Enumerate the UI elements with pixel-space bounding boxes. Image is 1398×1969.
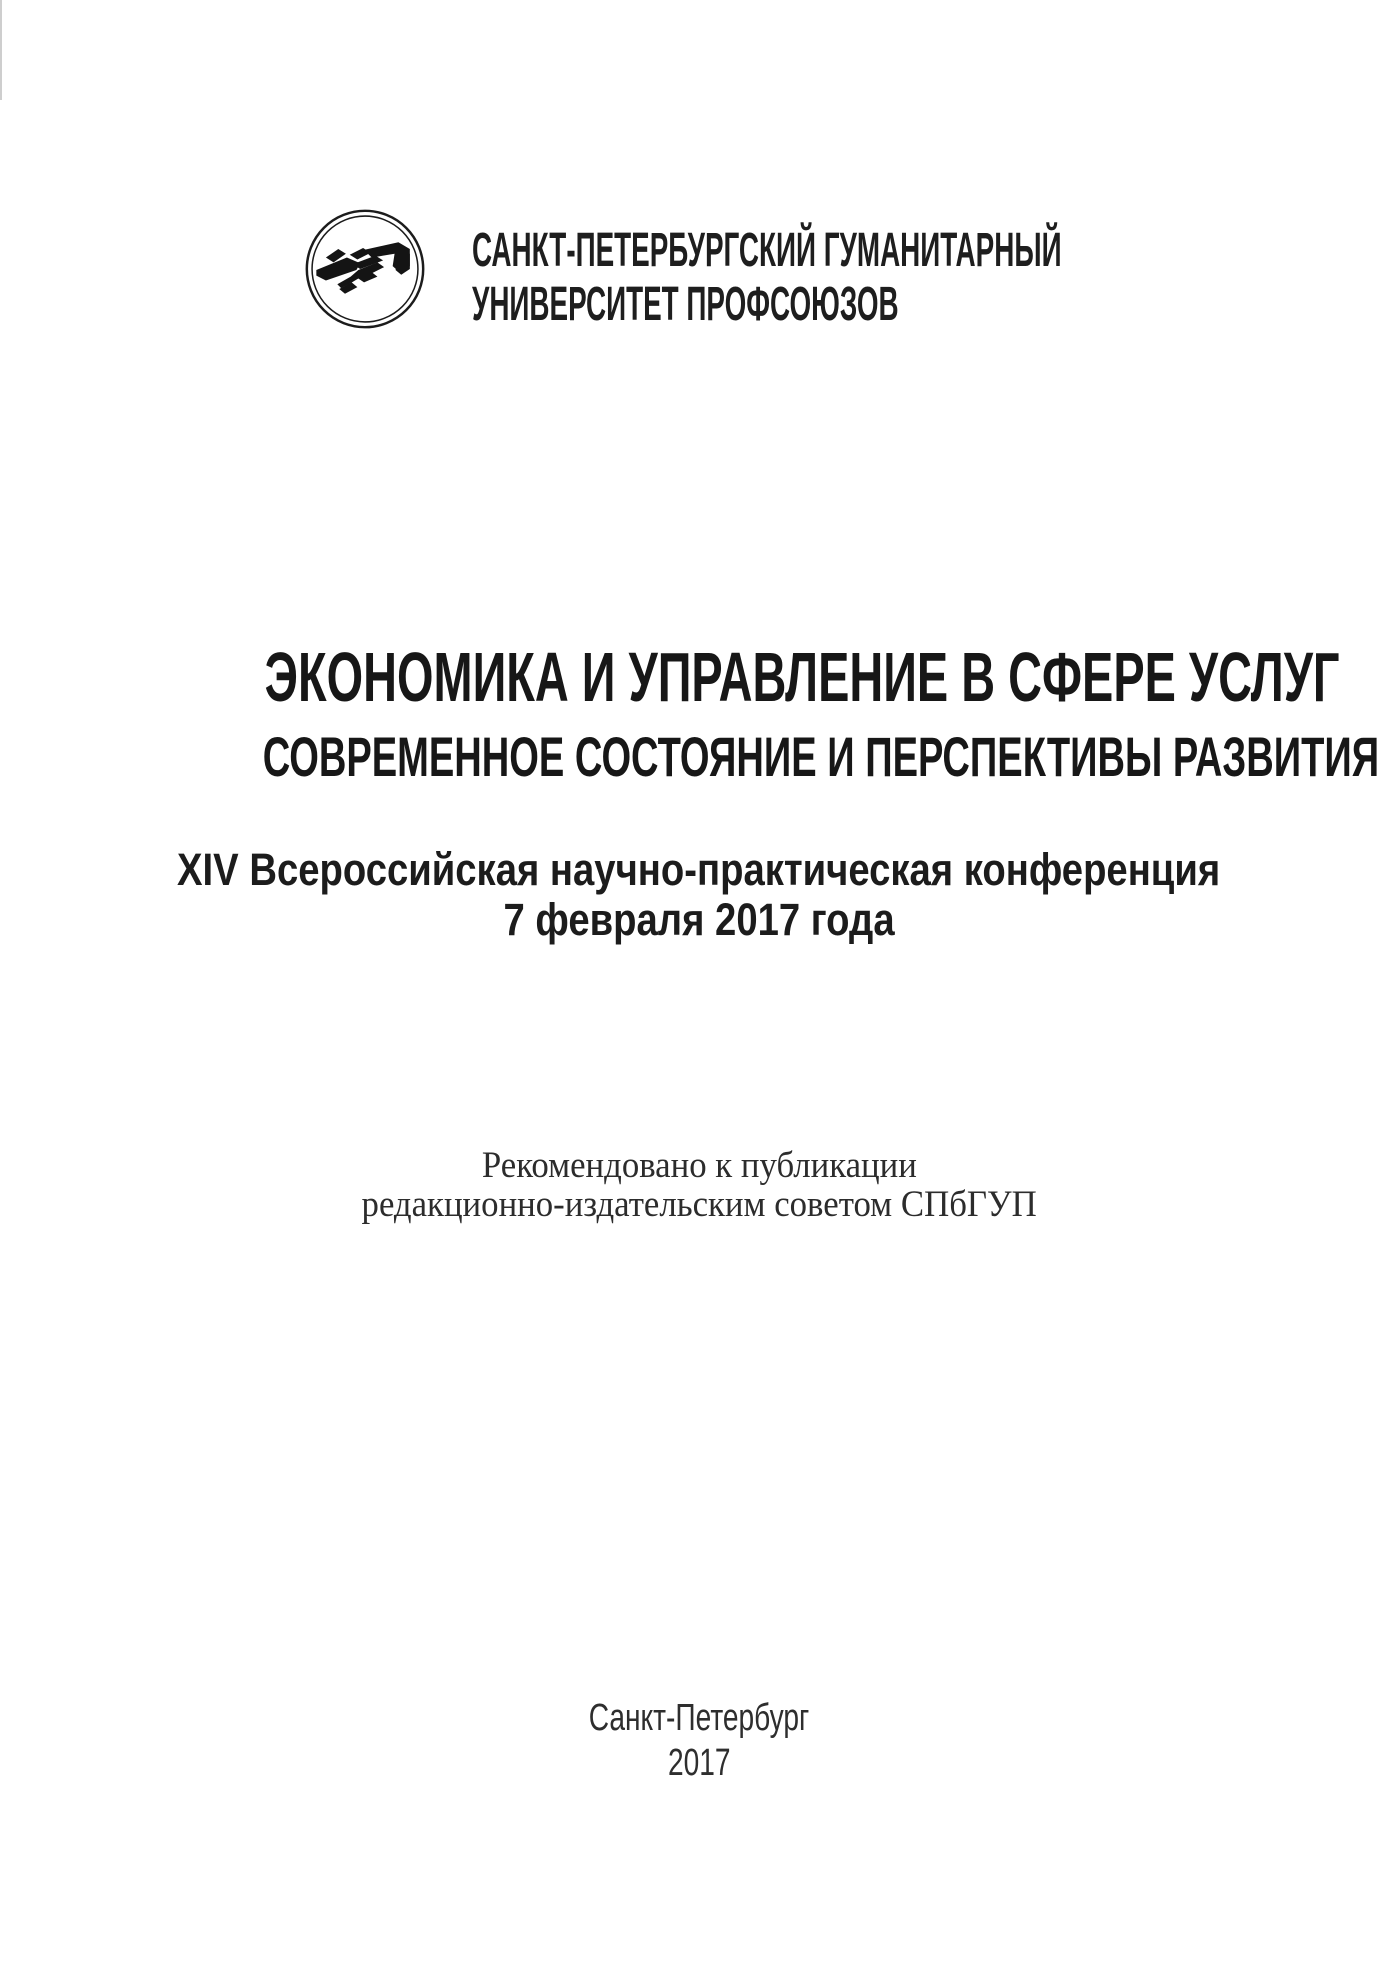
university-name-line1: САНКТ-ПЕТЕРБУРГСКИЙ ГУМАНИТАРНЫЙ: [472, 224, 1062, 277]
university-name-line2: УНИВЕРСИТЕТ ПРОФСОЮЗОВ: [472, 278, 899, 331]
conference-date: 7 февраля 2017 года: [503, 894, 895, 945]
imprint-city: Санкт-Петербург: [588, 1697, 810, 1739]
spbgup-emblem-icon: [303, 207, 427, 331]
page-subtitle: СОВРЕМЕННОЕ СОСТОЯНИЕ И ПЕРСПЕКТИВЫ РАЗВИТИЯ: [262, 725, 1380, 788]
recommendation-line1: Рекомендовано к публикации: [481, 1145, 917, 1186]
conference-name: XIV Всероссийская научно-практическая конференция: [177, 844, 1221, 895]
imprint-year: 2017: [667, 1742, 731, 1784]
university-logo: [303, 207, 427, 331]
page-title: ЭКОНОМИКА И УПРАВЛЕНИЕ В СФЕРЕ УСЛУГ: [264, 638, 1340, 716]
scan-edge-artifact: [0, 0, 2, 100]
university-name: [472, 224, 1398, 332]
recommendation-line2: редакционно-издательским советом СПбГУП: [361, 1184, 1037, 1225]
